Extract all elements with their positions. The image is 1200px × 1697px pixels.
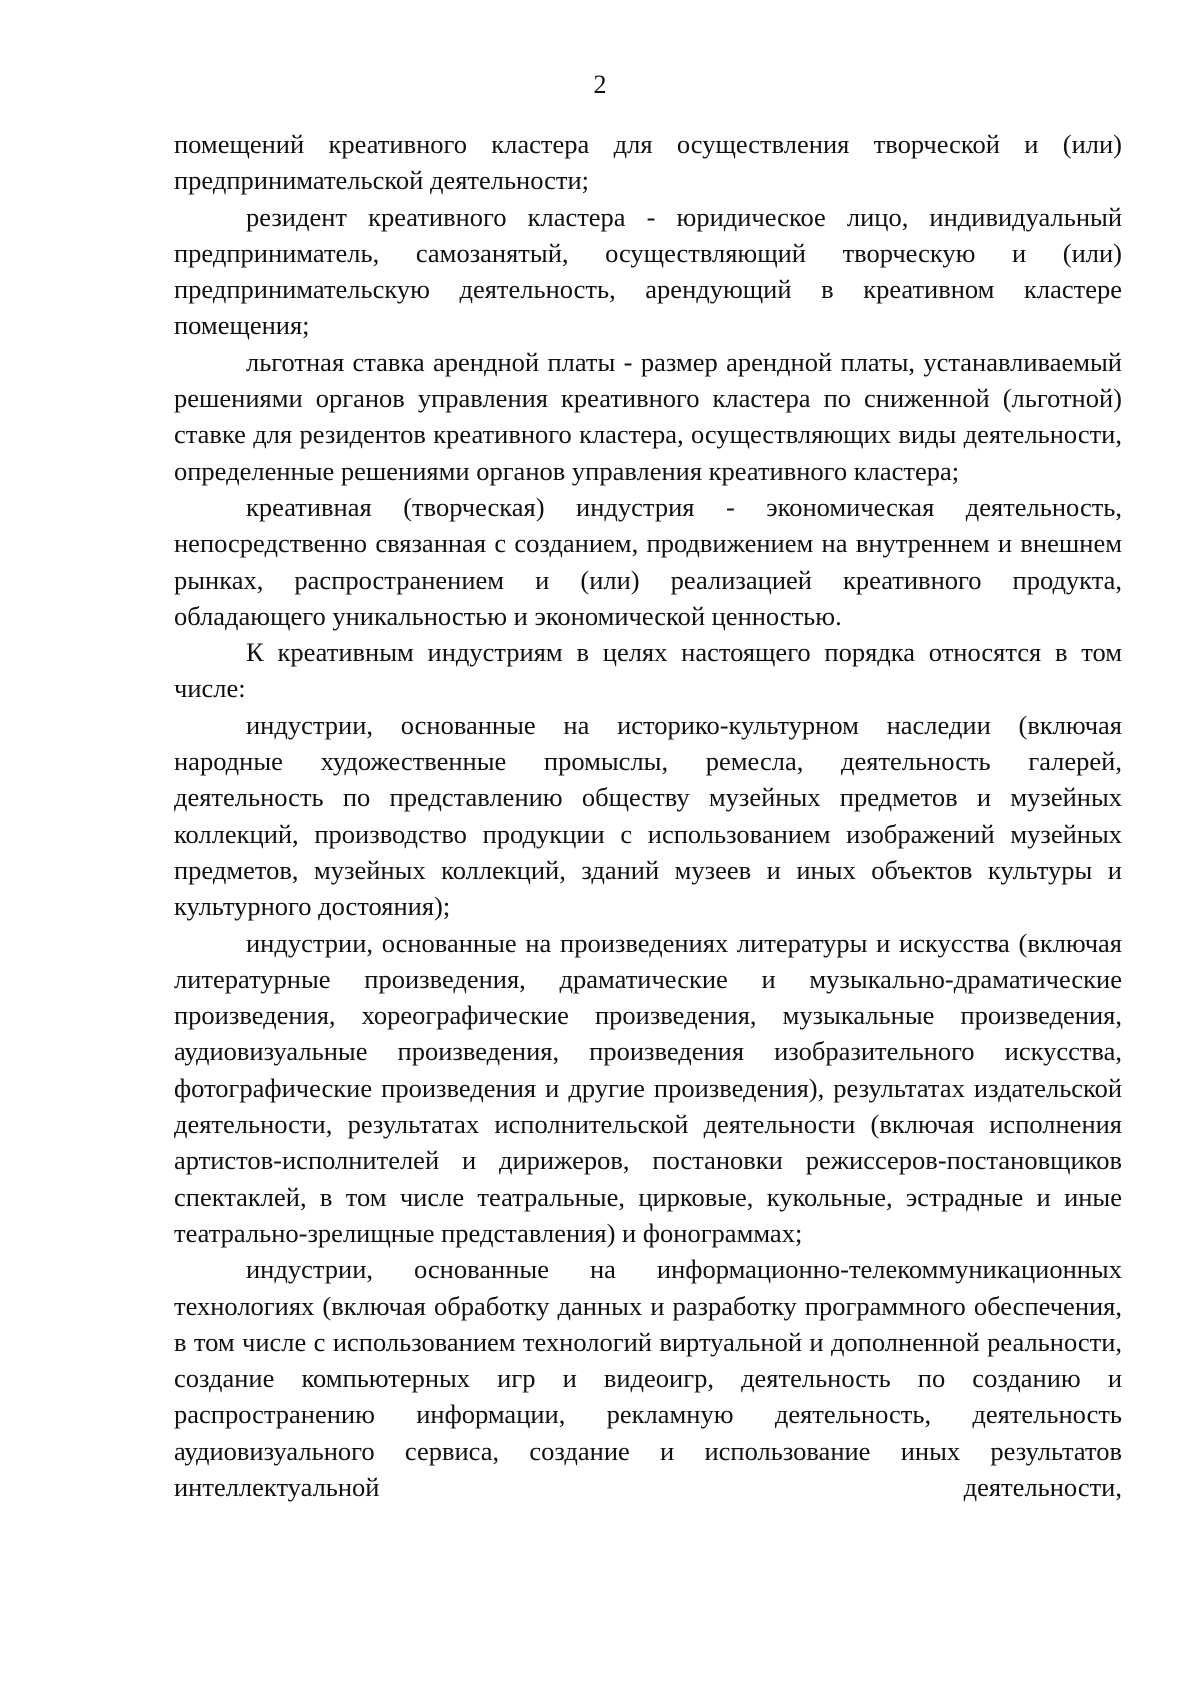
paragraph-cluster-resident-definition: резидент креативного кластера - юридическое лицо, индивидуальный предприниматель, самозанятый, осуществляющий творческую и (или) предпринимательскую деятельность, арендующий в креативном кластере помещения;	[174, 201, 1122, 341]
paragraph-preferential-rent-definition: льготная ставка арендной платы - размер арендной платы, устанавливаемый решениями органов управления креативного кластера по сниженной (льготной) ставке для резидентов креативного кластера, осуществляющих виды деятельности, определенные решениями органов управления креативного кластера;	[174, 346, 1122, 486]
paragraph-creative-industries-intro: К креативным индустриям в целях настоящего порядка относятся в том числе:	[174, 637, 1122, 704]
document-body	[174, 126, 1122, 1505]
paragraph-creative-industry-definition: креативная (творческая) индустрия - экономическая деятельность, непосредственно связанная с созданием, продвижением на внутреннем и внешнем рынках, распространением и (или) реализацией креативного продукта, обладающего уникальностью и экономической ценностью.	[174, 491, 1122, 631]
page-number: 2	[593, 70, 607, 99]
paragraph-literature-art-industries: индустрии, основанные на произведениях литературы и искусства (включая литературные произведения, драматические и музыкально-драматические произведения, хореографические произведения, музыкальные произведения, аудиовизуальные произведения, произведения изобразительного искусства, фотографические произведения и другие произведения), результатах издательской деятельности, результатах исполнительской деятельности (включая исполнения артистов-исполнителей и дирижеров, постановки режиссеров-постановщиков спектаклей, в том числе театральные, цирковые, кукольные, эстрадные и иные театрально-зрелищные представления) и фонограммах;	[174, 927, 1122, 1248]
paragraph-heritage-industries: индустрии, основанные на историко-культурном наследии (включая народные художественные промыслы, ремесла, деятельность галерей, деятельность по представлению обществу музейных предметов и музейных коллекций, производство продукции с использованием изображений музейных предметов, музейных коллекций, зданий музеев и иных объектов культуры и культурного достояния);	[174, 709, 1122, 922]
paragraph-premises-continuation: помещений креативного кластера для осуществления творческой и (или) предпринимательской деятельности;	[174, 129, 1122, 196]
paragraph-ict-industries: индустрии, основанные на информационно-телекоммуникационных технологиях (включая обработку данных и разработку программного обеспечения, в том числе с использованием технологий виртуальной и дополненной реальности, создание компьютерных игр и видеоигр, деятельность по созданию и распространению информации, рекламную деятельность, деятельность аудиовизуального сервиса, создание и использование иных результатов интеллектуальной деятельности,	[174, 1254, 1122, 1502]
